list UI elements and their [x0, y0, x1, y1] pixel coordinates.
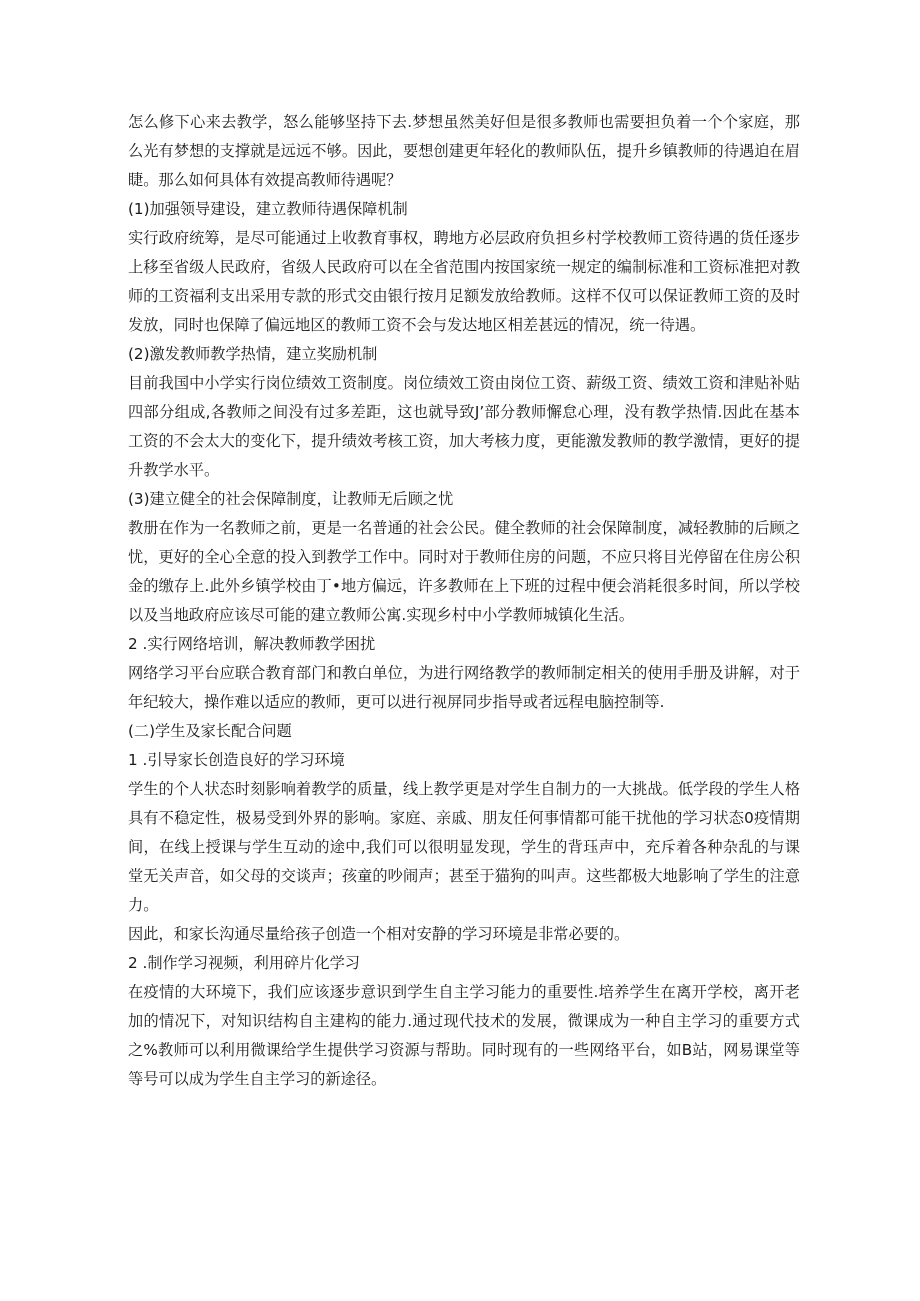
paragraph: 在疫情的大环境下，我们应该逐步意识到学生自主学习能力的重要性.培养学生在离开学校，离开老加的情况下，对知识结构自主建构的能力.通过现代技术的发展，微课成为一种自主学习的重要方式之%教师可以利用微课给学生提供学习资源与帮助。同时现有的一些网络平台，如B站，网易课堂等等号可以成为学生自主学习的新途径。: [128, 983, 800, 1088]
document-body: [128, 108, 800, 1094]
paragraph: 怎么修下心来去教学，怒么能够坚持下去.梦想虽然美好但是很多教师也需要担负着一个个家庭，那么光有梦想的支撑就是远远不够。因此，要想创建更年轻化的教师队伍，提升乡镇教师的待遇迫在眉睫。那么如何具体有效提高教师待遇呢？: [128, 113, 800, 189]
section-heading: 2 .实行网络培训，解决教师教学困扰: [128, 635, 376, 653]
section-heading: 1 .引导家长创造良好的学习环境: [128, 751, 345, 769]
section-heading: (2)激发教师教学热情，建立奖励机制: [128, 345, 378, 363]
paragraph: 网络学习平台应联合教育部门和教白单位，为进行网络教学的教师制定相关的使用手册及讲解，对于年纪较大，操作难以适应的教师，更可以进行视屏同步指导或者远程电脑控制等.: [128, 664, 800, 711]
section-heading: (1)加强领导建设，建立教师待遇保障机制: [128, 200, 408, 218]
paragraph: 因此，和家长沟通尽量给孩子创造一个相对安静的学习环境是非常必要的。: [128, 925, 630, 943]
paragraph: 教册在作为一名教师之前，更是一名普通的社会公民。健全教师的社会保障制度，减轻教肺的后顾之忧，更好的全心全意的投入到教学工作中。同时对于教师住房的问题，不应只将目光停留在住房公积金的缴存上.此外乡镇学校由丁•地方偏远，许多教师在上下班的过程中便会消耗很多时间，所以学校以及当地政府应该尽可能的建立教师公寓.实现乡村中小学教师城镇化生活。: [128, 519, 800, 624]
section-heading: (二)学生及家长配合问题: [128, 722, 292, 740]
section-heading: 2 .制作学习视频，利用碎片化学习: [128, 954, 360, 972]
paragraph: 目前我国中小学实行岗位绩效工资制度。岗位绩效工资由岗位工资、薪级工资、绩效工资和津贴补贴四部分组成,各教师之间没有过多差距，这也就导致J’部分教师懈怠心理，没有教学热情.因此在基本工资的不会太大的变化下，提升绩效考核工资，加大考核力度，更能激发教师的教学激情，更好的提升教学水平。: [128, 374, 800, 479]
paragraph: 实行政府统筹，是尽可能通过上收教育事权，聘地方必层政府负担乡村学校教师工资待遇的货任逐步上移至省级人民政府，省级人民政府可以在全省范围内按国家统一规定的编制标准和工资标准把对教师的工资福利支出采用专款的形式交由银行按月足额发放给教师。这样不仅可以保证教师工资的及时发放，同时也保障了偏远地区的教师工资不会与发达地区相差甚远的情况，统一待遇。: [128, 229, 800, 334]
paragraph: 学生的个人状态时刻影响着教学的质量，线上教学更是对学生自制力的一大挑战。低学段的学生人格具有不稳定性，极易受到外界的影响。家庭、亲戚、朋友任何事情都可能干扰他的学习状态0疫情期间，在线上授课与学生互动的途中,我们可以很明显发现，学生的背珏声中，充斥着各种杂乱的与课堂无关声音，如父母的交谈声；孩童的吵闹声；甚至于猫狗的叫声。这些都极大地影响了学生的注意力。: [128, 780, 800, 914]
section-heading: (3)建立健全的社会保障制度，让教师无后顾之忧: [128, 490, 454, 508]
